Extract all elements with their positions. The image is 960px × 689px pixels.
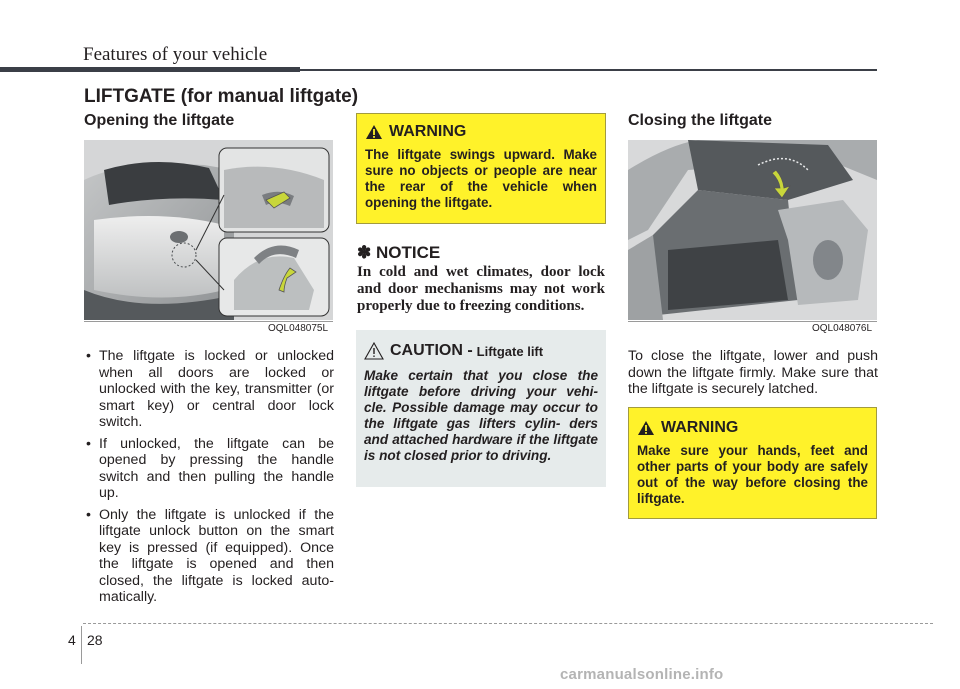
warning-text: Make sure your hands, feet and other parts of your body are safely out of the way before closing the liftgate. xyxy=(637,443,868,506)
page-number: 28 xyxy=(87,632,103,648)
warning-triangle-icon xyxy=(365,124,383,140)
header-rule-thick xyxy=(0,67,300,72)
warning-triangle-icon xyxy=(637,420,655,436)
warning-box-closing xyxy=(628,407,877,519)
closing-text: To close the liftgate, lower and push down the liftgate firmly. Make sure that the liftgate is securely latched. xyxy=(628,348,878,397)
bullet-dot-icon: • xyxy=(86,506,91,523)
footer-dashed-rule xyxy=(83,623,933,624)
footer-vertical-rule xyxy=(81,626,82,664)
warning-box-opening xyxy=(356,113,606,224)
closing-heading: Closing the liftgate xyxy=(628,112,772,129)
header-rule-thin xyxy=(300,69,877,71)
caution-text: Make certain that you close the liftgate before driving your vehi- cle. Possible damage may occur to the liftgate gas lifters cylin- ders and attached hardware if the liftgate is not closed prior to driving. xyxy=(364,368,598,463)
running-head: Features of your vehicle xyxy=(83,44,268,65)
caution-subtitle: Liftgate lift xyxy=(476,343,544,359)
warning-title: WARNING xyxy=(365,123,597,141)
closing-figure-code: OQL048076L xyxy=(812,323,873,334)
bullet-dot-icon: • xyxy=(86,435,91,452)
opening-heading: Opening the liftgate xyxy=(84,112,235,129)
opening-figure xyxy=(84,140,333,320)
list-item: • If unlocked, the liftgate can be opened by pressing the handle switch and then pulling the handle up. xyxy=(86,435,334,501)
notice-text: In cold and wet climates, door lock and door mechanisms may not work properly due to freezing conditions. xyxy=(357,264,605,314)
liftgate-open-illustration xyxy=(628,140,877,320)
caution-triangle-icon xyxy=(364,342,384,360)
warning-text: The liftgate swings upward. Make sure no objects or people are near the rear of the vehicle when opening the liftgate. xyxy=(365,147,597,210)
closing-figure-rule xyxy=(628,321,877,322)
opening-figure-rule xyxy=(84,321,333,322)
section-title: LIFTGATE (for manual liftgate) xyxy=(84,86,359,107)
caution-title: CAUTION - Liftgate lift xyxy=(364,342,598,360)
caution-box xyxy=(356,330,606,487)
bullet-dot-icon: • xyxy=(86,348,91,364)
list-item: • Only the liftgate is unlocked if the liftgate unlock button on the smart key is pressed (if equipped). Once the liftgate is opened and then closed, the liftgate is locked auto- matically. xyxy=(86,506,334,605)
liftgate-rear-illustration xyxy=(84,140,333,320)
list-item: • The liftgate is locked or unlocked when all doors are locked or unlocked with the key, transmitter (or smart key) or central door lock switch. xyxy=(86,348,334,430)
notice-star-icon: ✽ xyxy=(357,243,372,262)
notice-heading: ✽ NOTICE xyxy=(357,243,441,262)
chapter-number: 4 xyxy=(68,632,76,648)
opening-bullets xyxy=(84,348,334,611)
closing-figure xyxy=(628,140,877,320)
opening-figure-code: OQL048075L xyxy=(268,323,329,334)
warning-title: WARNING xyxy=(637,419,868,437)
watermark: carmanualsonline.info xyxy=(560,666,724,683)
